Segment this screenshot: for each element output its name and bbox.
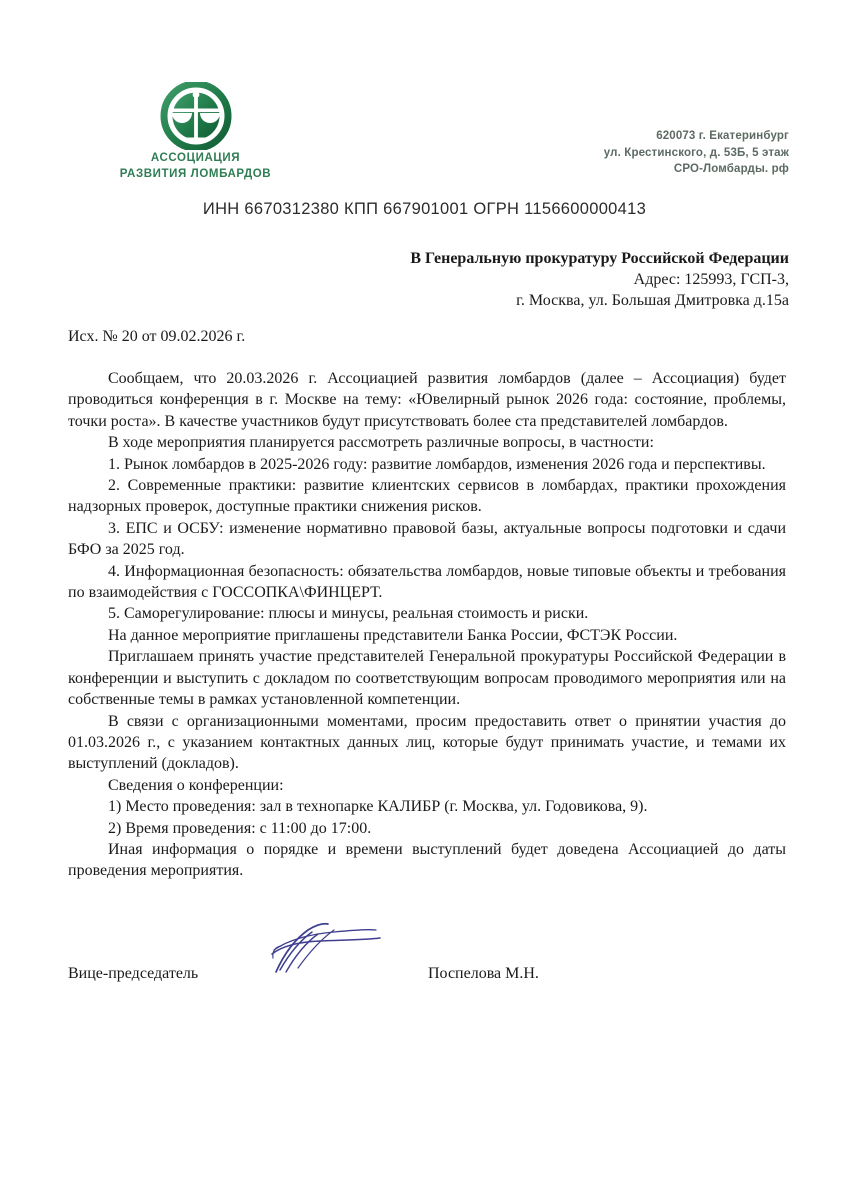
body-paragraph: 5. Саморегулирование: плюсы и минусы, реальная стоимость и риски. — [108, 605, 589, 623]
association-logo — [108, 82, 283, 181]
contact-details — [604, 128, 789, 178]
body-paragraph: Приглашаем принять участие представителей Генеральной прокуратуры Российской Федерации в конференции и выступить с докладом по соответствующим вопросам проводимого мероприятия или на собственные темы в рамках установленной компетенции. — [68, 648, 786, 709]
body-paragraph: 3. ЕПС и ОСБУ: изменение нормативно правовой базы, актуальные вопросы подготовки и сдачи БФО за 2025 год. — [68, 519, 786, 559]
addressee-address-line-2: г. Москва, ул. Большая Дмитровка д.15а — [516, 292, 789, 309]
body-paragraph: 1. Рынок ломбардов в 2025-2026 году: развитие ломбардов, изменения 2026 года и перспективы. — [108, 455, 766, 473]
body-paragraph: На данное мероприятие приглашены представители Банка России, ФСТЭК России. — [108, 626, 678, 644]
letter-body — [68, 368, 786, 882]
body-paragraph: 2. Современные практики: развитие клиентских сервисов в ломбардах, практики прохождения надзорных проверок, доступные практики снижения рисков. — [68, 477, 786, 516]
registration-numbers: ИНН 6670312380 КПП 667901001 ОГРН 1156600000413 — [202, 200, 647, 218]
body-paragraph: 2) Время проведения: с 11:00 до 17:00. — [108, 819, 372, 837]
contact-website: СРО-Ломбарды. рф — [673, 163, 789, 175]
logo-text-line-1: АССОЦИАЦИЯ — [150, 152, 241, 164]
addressee-block — [359, 248, 789, 311]
handwritten-signature-icon — [268, 920, 418, 980]
scales-of-justice-circle-icon — [158, 82, 234, 150]
addressee-organization: В Генеральную прокуратуру Российской Федерации — [410, 250, 789, 267]
body-paragraph: Сведения о конференции: — [108, 776, 284, 794]
contact-city: 620073 г. Екатеринбург — [656, 130, 789, 142]
letterhead — [0, 0, 849, 190]
body-paragraph: В ходе мероприятия планируется рассмотреть различные вопросы, в частности: — [108, 434, 654, 452]
signatory-name: Поспелова М.Н. — [428, 965, 539, 982]
body-paragraph: 4. Информационная безопасность: обязательства ломбардов, новые типовые объекты и требования по взаимодействия с ГОССОПКА\ФИНЦЕРТ. — [68, 562, 786, 602]
contact-street: ул. Крестинского, д. 53Б, 5 этаж — [603, 146, 789, 159]
body-paragraph: Иная информация о порядке и времени выступлений будет доведена Ассоциацией до даты проведения мероприятия. — [68, 840, 786, 880]
body-paragraph: Сообщаем, что 20.03.2026 г. Ассоциацией развития ломбардов (далее – Ассоциация) будет проводиться конференция в г. Москве на тему: «Ювелирный рынок 2026 года: состояние, проблемы, точки роста». В качестве участников будут присутствовать более ста представителей ломбардов. — [68, 370, 786, 430]
signatory-title: Вице-председатель — [68, 965, 199, 982]
body-paragraph: В связи с организационными моментами, просим предоставить ответ о принятии участия до 01.03.2026 г., с указанием контактных данных лиц, которые будут принимать участие, и темами их выступлений (докладов). — [68, 712, 786, 773]
addressee-address-line-1: Адрес: 125993, ГСП-3, — [633, 271, 789, 288]
logo-text-line-2: РАЗВИТИЯ ЛОМБАРДОВ — [119, 167, 272, 180]
outgoing-reference: Исх. № 20 от 09.02.2026 г. — [68, 328, 246, 345]
body-paragraph: 1) Место проведения: зал в технопарке КАЛИБР (г. Москва, ул. Годовикова, 9). — [108, 798, 648, 816]
